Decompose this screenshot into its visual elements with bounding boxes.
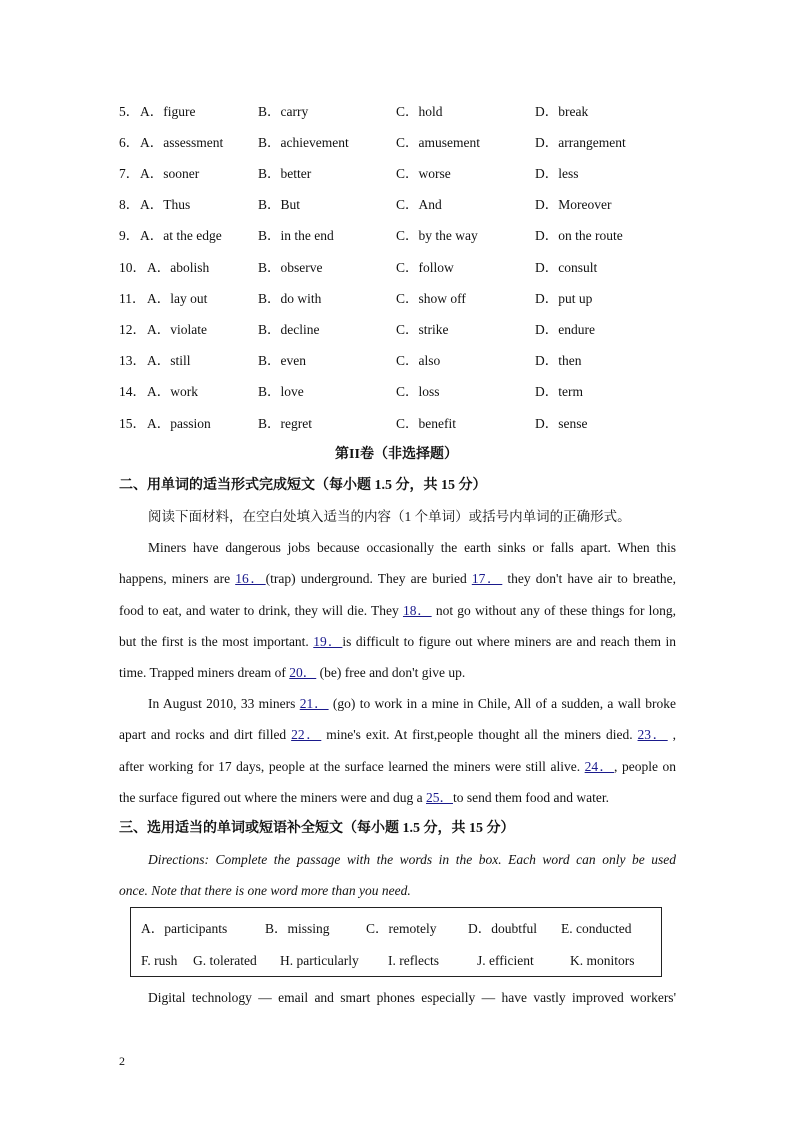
option-a[interactable]: A．figure [140,104,196,119]
blank-21[interactable]: 21． [299,696,329,711]
word-option: G. tolerated [193,953,257,968]
option-b[interactable]: B．regret [258,416,312,431]
option-b[interactable]: B．achievement [258,135,349,150]
question-number: 10． [119,260,146,275]
option-c[interactable]: C．also [396,353,441,368]
option-c[interactable]: C．worse [396,166,451,181]
question-row [0,163,793,185]
option-a[interactable]: A．passion [147,416,211,431]
option-c[interactable]: C．loss [396,384,440,399]
blank-18[interactable]: 18． [402,603,432,618]
question-number: 6． [119,135,140,150]
blank-20[interactable]: 20． [289,665,317,680]
option-d[interactable]: D．arrangement [535,135,626,150]
option-c[interactable]: C．And [396,197,442,212]
option-b[interactable]: B．love [258,384,304,399]
word-option: F. rush [141,953,178,968]
passage-line: but the first is the most important. 19．is difficult to figure out where miners are and reach them in [119,634,677,649]
blank-23[interactable]: 23． [637,727,668,742]
word-option: C．remotely [366,921,437,936]
option-d[interactable]: D．then [535,353,582,368]
directions-line: once. Note that there is one word more than you need. [119,883,411,898]
passage-line: Miners have dangerous jobs because occasionally the earth sinks or falls apart. When this [148,540,676,555]
question-number: 9． [119,228,140,243]
option-a[interactable]: A．lay out [147,291,208,306]
passage-line: time. Trapped miners dream of 20． (be) free and don't give up. [119,665,466,680]
passage-line: Digital technology — email and smart phones especially — have vastly improved workers' [148,990,676,1005]
option-d[interactable]: D．term [535,384,583,399]
passage-line: In August 2010, 33 miners 21． (go) to work in a mine in Chile, All of a sudden, a wall broke [148,696,677,711]
option-a[interactable]: A．assessment [140,135,224,150]
question-number: 8． [119,197,140,212]
option-d[interactable]: D．put up [535,291,593,306]
question-row [0,381,793,403]
question-row [0,413,793,435]
blank-17[interactable]: 17． [471,571,503,586]
question-row [0,350,793,372]
section3-heading: 三、选用适当的单词或短语补全短文（每小题 1.5 分，共 15 分） [119,821,515,836]
section2-heading: 二、用单词的适当形式完成短文（每小题 1.5 分，共 15 分） [119,478,487,493]
option-b[interactable]: B．better [258,166,312,181]
option-d[interactable]: D．less [535,166,579,181]
option-b[interactable]: B．even [258,353,306,368]
blank-25[interactable]: 25． [426,790,453,805]
question-row [0,225,793,247]
option-a[interactable]: A．abolish [147,260,210,275]
word-box [130,907,662,977]
option-d[interactable]: D．sense [535,416,588,431]
option-a[interactable]: A．work [147,384,198,399]
question-number: 5． [119,104,140,119]
question-number: 12． [119,322,146,337]
question-number: 11． [119,291,146,306]
option-d[interactable]: D．on the route [535,228,623,243]
word-option: B．missing [265,921,330,936]
option-a[interactable]: A．violate [147,322,207,337]
question-row [0,101,793,123]
option-c[interactable]: C．show off [396,291,466,306]
option-d[interactable]: D．break [535,104,589,119]
passage-line: food to eat, and water to drink, they will die. They 18． not go without any of these things for long, [119,603,677,618]
question-row [0,257,793,279]
word-option: I. reflects [388,953,439,968]
passage-line: the surface figured out where the miners were and dug a 25．to send them food and water. [119,790,609,805]
option-a[interactable]: A．still [147,353,191,368]
blank-16[interactable]: 16． [235,571,266,586]
question-row [0,319,793,341]
option-d[interactable]: D．consult [535,260,598,275]
option-b[interactable]: B．in the end [258,228,334,243]
option-d[interactable]: D．endure [535,322,595,337]
passage-line: happens, miners are 16．(trap) underground. They are buried 17． they don't have air to breathe, [119,571,676,586]
option-b[interactable]: B．But [258,197,301,212]
word-option: D．doubtful [468,921,537,936]
blank-24[interactable]: 24． [584,759,615,774]
word-option: H. particularly [280,953,359,968]
question-number: 14． [119,384,146,399]
question-number: 7． [119,166,140,181]
word-option: K. monitors [570,953,635,968]
page-number: 2 [119,1054,125,1068]
blank-22[interactable]: 22． [291,727,322,742]
question-row [0,132,793,154]
word-option: A．participants [141,921,228,936]
directions-line: Directions: Complete the passage with the words in the box. Each word can only be used [148,852,676,867]
question-row [0,194,793,216]
option-a[interactable]: A．sooner [140,166,200,181]
word-option: E. conducted [561,921,632,936]
question-number: 13． [119,353,146,368]
question-row [0,288,793,310]
option-b[interactable]: B．carry [258,104,309,119]
option-a[interactable]: A．at the edge [140,228,222,243]
option-b[interactable]: B．do with [258,291,322,306]
word-option: J. efficient [477,953,534,968]
section2-instruction: 阅读下面材料，在空白处填入适当的内容（1 个单词）或括号内单词的正确形式。 [148,509,631,524]
option-a[interactable]: A．Thus [140,197,191,212]
option-c[interactable]: C．by the way [396,228,478,243]
passage-line: after working for 17 days, people at the surface learned the miners were still alive. 24．, people on [119,759,677,774]
question-number: 15． [119,416,146,431]
passage-line: apart and rocks and dirt filled 22． mine's exit. At first,people thought all the miners died. 23． , [119,727,677,742]
option-c[interactable]: C．benefit [396,416,456,431]
option-b[interactable]: B．decline [258,322,320,337]
blank-19[interactable]: 19． [313,634,343,649]
option-b[interactable]: B．observe [258,260,323,275]
option-d[interactable]: D．Moreover [535,197,612,212]
option-c[interactable]: C．follow [396,260,454,275]
part-title: 第II卷（非选择题） [335,447,458,462]
option-c[interactable]: C．amusement [396,135,480,150]
option-c[interactable]: C．hold [396,104,443,119]
option-c[interactable]: C．strike [396,322,449,337]
